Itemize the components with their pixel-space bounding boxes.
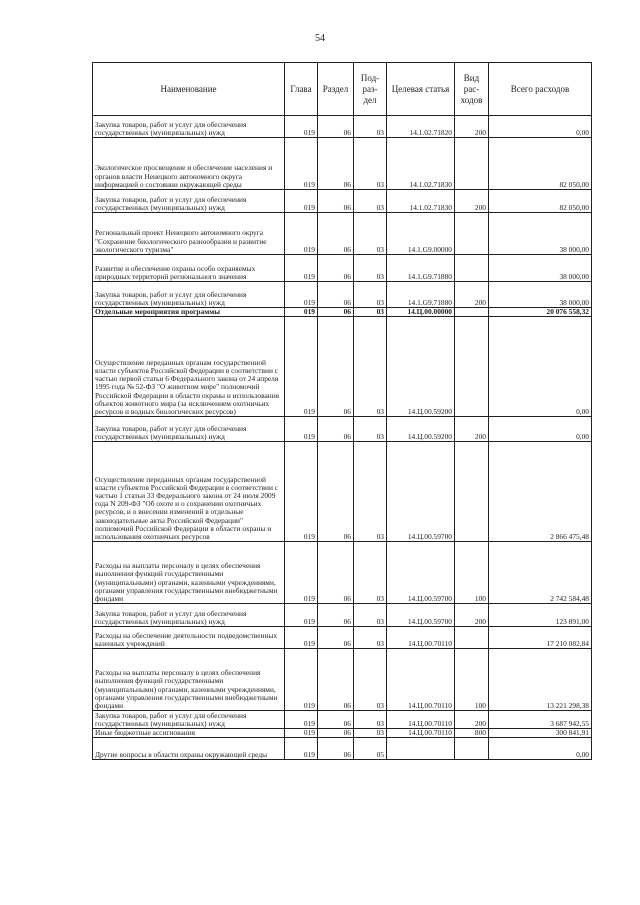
row-section: 06 xyxy=(318,308,354,317)
row-chapter: 019 xyxy=(285,116,318,138)
row-chapter: 019 xyxy=(285,317,318,417)
row-expense-type: 200 xyxy=(455,417,489,442)
row-subsection: 03 xyxy=(354,442,387,542)
row-subsection: 03 xyxy=(354,711,387,729)
row-subsection: 03 xyxy=(354,542,387,604)
row-total: 3 687 942,55 xyxy=(489,711,592,729)
row-name: Осуществление переданных органам государственной власти субъектов Российской Федерации в соответствии с частью первой статьи 6 Федерального закона от 24 апреля 1995 года № 52-ФЗ "О животном мире" полномочий Российской Федерации в области охраны и использования объектов животного мира (за исключением охотничьих ресурсов и водных биологических ресурсов) xyxy=(93,317,285,417)
row-expense-type: 100 xyxy=(455,542,489,604)
row-expense-type: 200 xyxy=(455,116,489,138)
row-name: Развитие и обеспечение охраны особо охраняемых природных территорий регионального значения xyxy=(93,255,285,282)
row-total: 0,00 xyxy=(489,417,592,442)
row-total: 17 210 082,84 xyxy=(489,627,592,649)
row-chapter: 019 xyxy=(285,190,318,213)
row-expense-type xyxy=(455,213,489,255)
header-expense-type: Вид рас-ходов xyxy=(455,63,489,116)
table-row xyxy=(93,282,592,308)
row-chapter: 019 xyxy=(285,282,318,308)
row-total: 38 000,00 xyxy=(489,255,592,282)
table-row xyxy=(93,627,592,649)
row-chapter: 019 xyxy=(285,542,318,604)
row-name: Отдельные мероприятия программы xyxy=(93,308,285,317)
row-target: 14.Ц.00.59700 xyxy=(387,542,455,604)
header-section: Раздел xyxy=(318,63,354,116)
row-chapter: 019 xyxy=(285,604,318,627)
row-name: Расходы на выплаты персоналу в целях обеспечения выполнения функций государственными (муниципальными) органами, казенными учреждениями, органами управления государственными внебюджетными фондами xyxy=(93,649,285,711)
row-section: 06 xyxy=(318,317,354,417)
row-total: 82 050,00 xyxy=(489,190,592,213)
row-name: Закупка товаров, работ и услуг для обеспечения государственных (муниципальных) нужд xyxy=(93,116,285,138)
row-target: 14.1.G9.71880 xyxy=(387,282,455,308)
row-chapter: 019 xyxy=(285,213,318,255)
row-chapter: 019 xyxy=(285,138,318,190)
row-section: 06 xyxy=(318,255,354,282)
row-total: 2 866 475,48 xyxy=(489,442,592,542)
row-subsection: 03 xyxy=(354,649,387,711)
row-subsection: 03 xyxy=(354,116,387,138)
row-section: 06 xyxy=(318,116,354,138)
row-section: 06 xyxy=(318,442,354,542)
row-total: 82 050,00 xyxy=(489,138,592,190)
row-target: 14.Ц.00.70110 xyxy=(387,649,455,711)
row-total: 0,00 xyxy=(489,116,592,138)
row-target: 14.1.02.71830 xyxy=(387,138,455,190)
row-name: Расходы на обеспечение деятельности подведомственных казенных учреждений xyxy=(93,627,285,649)
table-row xyxy=(93,213,592,255)
row-section: 06 xyxy=(318,213,354,255)
row-subsection: 03 xyxy=(354,213,387,255)
row-subsection: 03 xyxy=(354,627,387,649)
row-expense-type: 800 xyxy=(455,729,489,738)
row-name: Другие вопросы в области охраны окружающей среды xyxy=(93,738,285,760)
row-section: 06 xyxy=(318,729,354,738)
page-number: 54 xyxy=(315,33,325,44)
row-subsection: 05 xyxy=(354,738,387,760)
table-row xyxy=(93,417,592,442)
row-chapter: 019 xyxy=(285,649,318,711)
row-expense-type xyxy=(455,442,489,542)
header-target: Целевая статья xyxy=(387,63,455,116)
row-total: 20 076 558,32 xyxy=(489,308,592,317)
row-chapter: 019 xyxy=(285,417,318,442)
row-chapter: 019 xyxy=(285,442,318,542)
row-target: 14.1.G9.71880 xyxy=(387,255,455,282)
row-chapter: 019 xyxy=(285,255,318,282)
row-target: 14.Ц.00.70110 xyxy=(387,729,455,738)
row-subsection: 03 xyxy=(354,255,387,282)
table-row xyxy=(93,542,592,604)
table-row xyxy=(93,308,592,317)
row-section: 06 xyxy=(318,711,354,729)
row-total: 300 841,91 xyxy=(489,729,592,738)
row-target: 14.1.G9.00000 xyxy=(387,213,455,255)
header-total: Всего расходов xyxy=(489,63,592,116)
row-target xyxy=(387,738,455,760)
table-row xyxy=(93,442,592,542)
row-section: 06 xyxy=(318,627,354,649)
row-name: Закупка товаров, работ и услуг для обеспечения государственных (муниципальных) нужд xyxy=(93,417,285,442)
row-expense-type xyxy=(455,738,489,760)
table-row xyxy=(93,738,592,760)
row-expense-type xyxy=(455,317,489,417)
row-subsection: 03 xyxy=(354,604,387,627)
row-name: Расходы на выплаты персоналу в целях обеспечения выполнения функций государственными (муниципальными) органами, казенными учреждениями, органами управления государственными внебюджетными фондами xyxy=(93,542,285,604)
row-name: Закупка товаров, работ и услуг для обеспечения государственных (муниципальных) нужд xyxy=(93,190,285,213)
row-expense-type xyxy=(455,627,489,649)
row-target: 14.1.02.71830 xyxy=(387,190,455,213)
row-target: 14.Ц.00.59200 xyxy=(387,317,455,417)
row-expense-type xyxy=(455,138,489,190)
row-subsection: 03 xyxy=(354,729,387,738)
table-row xyxy=(93,255,592,282)
row-expense-type: 200 xyxy=(455,282,489,308)
row-target: 14.Ц.00.00000 xyxy=(387,308,455,317)
row-expense-type: 200 xyxy=(455,190,489,213)
row-target: 14.Ц.00.59200 xyxy=(387,417,455,442)
row-name: Закупка товаров, работ и услуг для обеспечения государственных (муниципальных) нужд xyxy=(93,711,285,729)
row-total: 38 000,00 xyxy=(489,282,592,308)
row-name: Осуществление переданных органам государственной власти субъектов Российской Федерации в соответствии с частью 1 статьи 33 Федерального закона от 24 июля 2009 года N 209-ФЗ "Об охоте и о сохранении охотничьих ресурсов, и о внесении изменений в отдельные законодательные акты Российской Федерации" полномочий Российской Федерации в области охраны и использования охотничьих ресурсов xyxy=(93,442,285,542)
table-row xyxy=(93,649,592,711)
row-expense-type: 200 xyxy=(455,711,489,729)
row-section: 06 xyxy=(318,282,354,308)
row-target: 14.Ц.00.59700 xyxy=(387,442,455,542)
table-row xyxy=(93,116,592,138)
row-subsection: 03 xyxy=(354,317,387,417)
row-section: 06 xyxy=(318,417,354,442)
row-chapter: 019 xyxy=(285,729,318,738)
row-section: 06 xyxy=(318,190,354,213)
row-target: 14.Ц.00.70110 xyxy=(387,711,455,729)
row-name: Иные бюджетные ассигнования xyxy=(93,729,285,738)
row-section: 06 xyxy=(318,738,354,760)
row-total: 13 221 298,38 xyxy=(489,649,592,711)
table-row xyxy=(93,317,592,417)
row-target: 14.1.02.71820 xyxy=(387,116,455,138)
row-section: 06 xyxy=(318,542,354,604)
row-section: 06 xyxy=(318,649,354,711)
row-name: Закупка товаров, работ и услуг для обеспечения государственных (муниципальных) нужд xyxy=(93,282,285,308)
row-chapter: 019 xyxy=(285,738,318,760)
row-subsection: 03 xyxy=(354,282,387,308)
row-subsection: 03 xyxy=(354,138,387,190)
row-expense-type: 100 xyxy=(455,649,489,711)
table-row xyxy=(93,138,592,190)
row-name: Закупка товаров, работ и услуг для обеспечения государственных (муниципальных) нужд xyxy=(93,604,285,627)
row-chapter: 019 xyxy=(285,627,318,649)
table-row xyxy=(93,604,592,627)
row-total: 2 742 584,48 xyxy=(489,542,592,604)
row-target: 14.Ц.00.70110 xyxy=(387,627,455,649)
row-expense-type xyxy=(455,255,489,282)
row-section: 06 xyxy=(318,604,354,627)
row-target: 14.Ц.00.59700 xyxy=(387,604,455,627)
row-name: Экологическое просвещение и обеспечение населения и органов власти Ненецкого автономного округа информацией о состоянии окружающей среды xyxy=(93,138,285,190)
row-total: 123 891,00 xyxy=(489,604,592,627)
budget-table xyxy=(92,62,592,760)
header-chapter: Глава xyxy=(285,63,318,116)
row-subsection: 03 xyxy=(354,417,387,442)
row-subsection: 03 xyxy=(354,190,387,213)
row-name: Региональный проект Ненецкого автономного округа "Сохранение биологического разнообразия и развитие экологического туризма" xyxy=(93,213,285,255)
header-subsection: Под-раз-дел xyxy=(354,63,387,116)
row-expense-type: 200 xyxy=(455,604,489,627)
table-row xyxy=(93,729,592,738)
row-section: 06 xyxy=(318,138,354,190)
row-subsection: 03 xyxy=(354,308,387,317)
header-name: Наименование xyxy=(93,63,285,116)
table-header-row xyxy=(93,63,592,116)
row-chapter: 019 xyxy=(285,711,318,729)
row-expense-type xyxy=(455,308,489,317)
table-row xyxy=(93,711,592,729)
row-total: 38 000,00 xyxy=(489,213,592,255)
row-chapter: 019 xyxy=(285,308,318,317)
row-total: 0,00 xyxy=(489,738,592,760)
row-total: 0,00 xyxy=(489,317,592,417)
table-row xyxy=(93,190,592,213)
